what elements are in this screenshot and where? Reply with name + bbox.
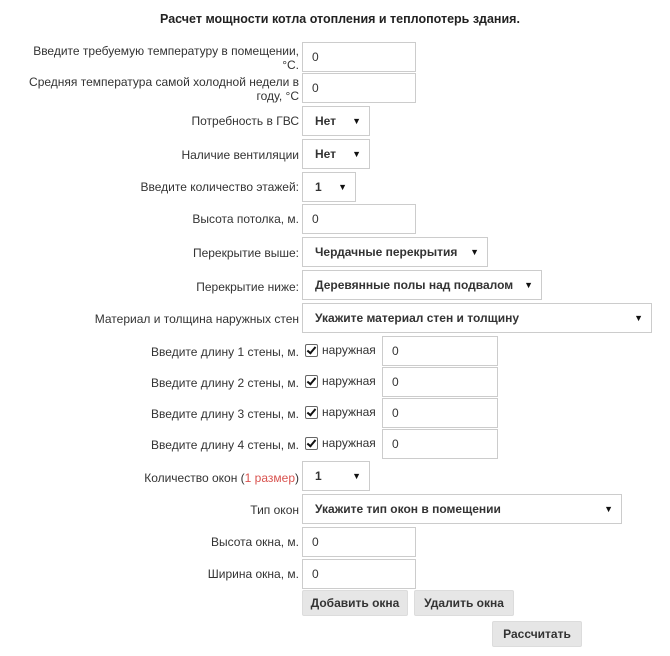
chevron-down-icon: ▼	[352, 149, 361, 159]
checkbox-checked-icon	[305, 375, 318, 388]
windows-count-select[interactable]	[302, 461, 370, 491]
chevron-down-icon: ▼	[470, 247, 479, 257]
floors-select[interactable]	[302, 172, 356, 202]
room-temp-label	[33, 44, 299, 72]
page-title: Расчет мощности котла отопления и теплопотерь здания.	[160, 12, 520, 26]
wall-3-label: Введите длину 3 стены, м.	[151, 407, 299, 421]
floor-below-label: Перекрытие ниже:	[196, 280, 299, 294]
chevron-down-icon: ▼	[338, 182, 347, 192]
chevron-down-icon: ▼	[352, 116, 361, 126]
ventilation-selected: Нет	[315, 147, 337, 161]
wall-4-label: Введите длину 4 стены, м.	[151, 438, 299, 452]
checkbox-checked-icon	[305, 437, 318, 450]
wall-material-selected: Укажите материал стен и толщину	[315, 311, 520, 325]
floor-above-label: Перекрытие выше:	[192, 246, 299, 260]
chevron-down-icon: ▼	[634, 313, 643, 323]
window-width-label: Ширина окна, м.	[207, 567, 299, 581]
room-temp-input[interactable]: 0	[302, 42, 416, 72]
floor-above-selected: Чердачные перекрытия	[315, 245, 458, 259]
remove-window-button[interactable]: Удалить окна	[414, 590, 514, 616]
floors-label: Введите количество этажей:	[140, 180, 299, 194]
chevron-down-icon: ▼	[604, 504, 613, 514]
windows-count-label-prefix: Количество окон (	[144, 471, 245, 485]
wall-4-external-label: наружная	[322, 436, 376, 450]
wall-material-select[interactable]	[302, 303, 652, 333]
cold-temp-label-line2: году, °С	[256, 89, 299, 103]
window-height-label: Высота окна, м.	[210, 535, 299, 549]
room-temp-label-line2: °С.	[282, 58, 299, 72]
checkbox-checked-icon	[305, 406, 318, 419]
ceiling-height-label: Высота потолка, м.	[192, 212, 299, 226]
window-type-select[interactable]	[302, 494, 622, 524]
wall-1-external-checkbox[interactable]	[305, 343, 376, 357]
calculate-button[interactable]: Рассчитать	[492, 621, 582, 647]
floor-above-select[interactable]	[302, 237, 488, 267]
wall-3-length-input[interactable]: 0	[382, 398, 498, 428]
wall-4-external-checkbox[interactable]	[305, 436, 376, 450]
floor-below-select[interactable]	[302, 270, 542, 300]
wall-2-length-input[interactable]: 0	[382, 367, 498, 397]
checkbox-checked-icon	[305, 344, 318, 357]
room-temp-label-line1: Введите требуемую температуру в помещении,	[33, 44, 299, 58]
window-height-input[interactable]: 0	[302, 527, 416, 557]
windows-count-label	[144, 471, 299, 485]
wall-1-label: Введите длину 1 стены, м.	[151, 345, 299, 359]
wall-2-external-checkbox[interactable]	[305, 374, 376, 388]
chevron-down-icon: ▼	[352, 471, 361, 481]
add-windows-button[interactable]: Добавить окна	[302, 590, 408, 616]
wall-2-external-label: наружная	[322, 374, 376, 388]
window-width-input[interactable]: 0	[302, 559, 416, 589]
windows-count-label-suffix: )	[295, 471, 299, 485]
wall-1-length-input[interactable]: 0	[382, 336, 498, 366]
hot-water-select[interactable]	[302, 106, 370, 136]
window-type-selected: Укажите тип окон в помещении	[315, 502, 501, 516]
ventilation-select[interactable]	[302, 139, 370, 169]
cold-temp-input[interactable]: 0	[302, 73, 416, 103]
hot-water-selected: Нет	[315, 114, 337, 128]
chevron-down-icon: ▼	[524, 280, 533, 290]
ceiling-height-input[interactable]: 0	[302, 204, 416, 234]
windows-count-selected: 1	[315, 469, 322, 483]
wall-2-label: Введите длину 2 стены, м.	[151, 376, 299, 390]
floor-below-selected: Деревянные полы над подвалом	[315, 278, 514, 292]
wall-1-external-label: наружная	[322, 343, 376, 357]
wall-3-external-checkbox[interactable]	[305, 405, 376, 419]
hot-water-label: Потребность в ГВС	[191, 114, 299, 128]
windows-count-label-highlight: 1 размер	[244, 471, 295, 485]
window-type-label: Тип окон	[250, 503, 299, 517]
ventilation-label: Наличие вентиляции	[181, 148, 299, 162]
cold-temp-label	[29, 75, 299, 103]
cold-temp-label-line1: Средняя температура самой холодной недели в	[29, 75, 299, 89]
wall-4-length-input[interactable]: 0	[382, 429, 498, 459]
floors-selected: 1	[315, 180, 322, 194]
wall-material-label: Материал и толщина наружных стен	[94, 312, 299, 326]
wall-3-external-label: наружная	[322, 405, 376, 419]
